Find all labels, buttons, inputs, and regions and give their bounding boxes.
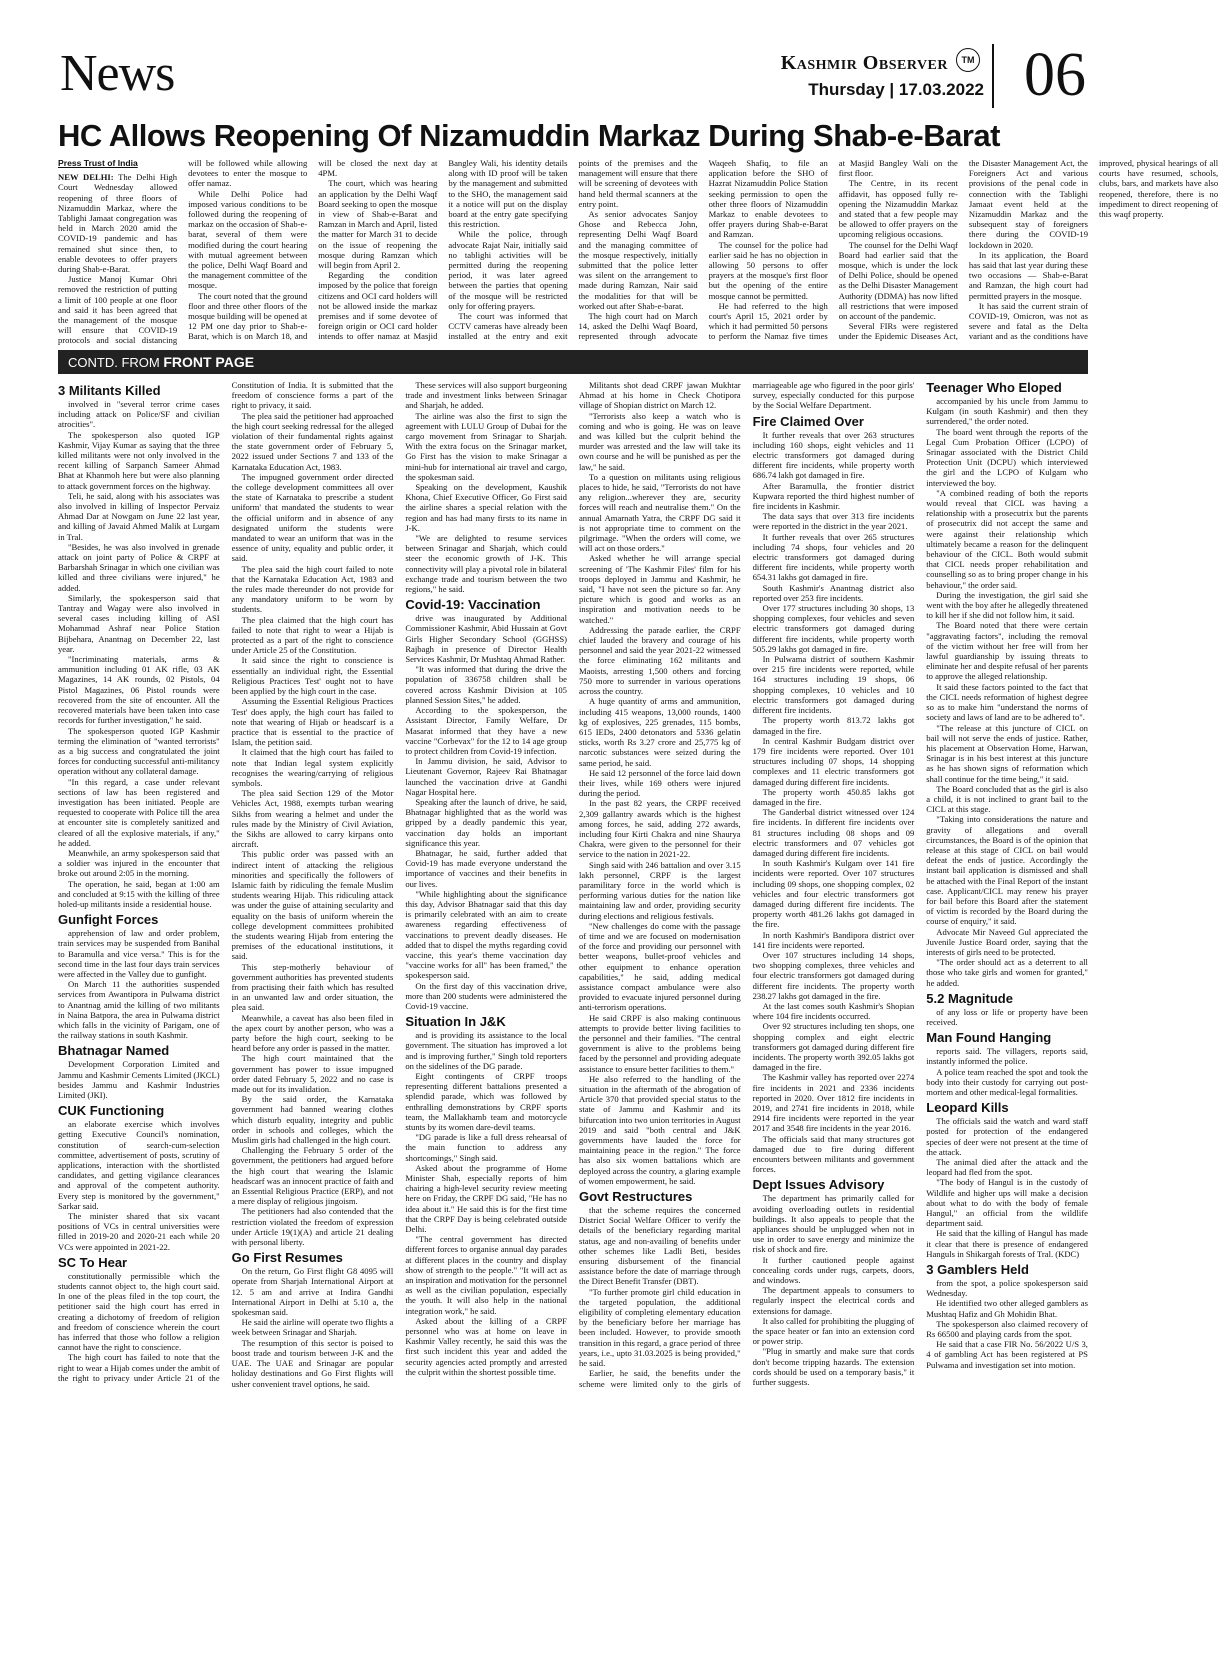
lead-paragraph-text: The Delhi High Court Wednesday allowed reopening of three floors of Nizamuddin Markaz, where the Tablighi Jamaat congregation was held in March 2020 amid the COVID-19 pandemic and has remained shut since then, to enable devotees to offer prayers during Shab-e-Barat. — [58, 172, 178, 275]
story-paragraph: "The central government has directed different forces to organise annual day parades at different places in the country and display show of strength to the people." "It will act as an inspiration and motivation for the personnel as well as the civilian population, especially the youth. It will also help in the national integration work," he said. — [405, 1234, 567, 1316]
byline: Press Trust of India — [58, 158, 138, 168]
story-paragraph: In south Kashmir's Kulgam over 141 fire incidents were reported. Over 107 structures including 09 shops, one shopping complex, 02 vehicles and four electric transformers got damaged during different fire incidents. The property worth 481.26 lakhs got damaged in the fire. — [752, 858, 915, 930]
story-paragraph: The animal died after the attack and the leopard had fled from the spot. — [926, 1157, 1088, 1178]
story-title: Govt Restructures — [578, 1189, 693, 1205]
story-title: Fire Claimed Over — [752, 413, 864, 429]
story-paragraph: The Kashmir valley has reported over 2274 fire incidents in 2021 and 2336 incidents reported in 2020. Over 1812 fire incidents in 2019, and 2741 fire incidents in 2018, while 2914 fire incidents were reported in the year 2017 and 3548 fire incidents in the year 2016. — [752, 1072, 915, 1134]
story-paragraph: Over 177 structures including 30 shops, 13 shopping complexes, four vehicles and seven electric transformers got damaged during different fire incidents, while property worth 505.29 lakhs got damaged in fire. — [752, 603, 915, 654]
story-paragraph: In north Kashmir's Bandipora district over 141 fire incidents were reported. — [752, 929, 915, 950]
lead-paragraph: As senior advocates Sanjoy Ghose and Rebecca John, representing Delhi Waqf Board and the managing committee of the mosque respectively, initially submitted that the police letter was silent on the arrangement to made during Ramzan, Nair said the modalities for that will be worked out after Shab-e-barat. — [578, 209, 698, 311]
story-paragraph: Over 92 structures including ten shops, one shopping complex and eight electric transformers got damaged during different fire incidents. The property worth 392.05 lakhs got damaged in the fire. — [752, 1021, 915, 1073]
story-paragraph: "While highlighting about the significance this day, Advisor Bhatnagar said that this day is primarily celebrated with an aim to create awareness regarding effectiveness of vaccinations to prevent deadly diseases. He added that to dispel the myths regarding covid vaccine, this year's theme vaccination day "vaccine works for all" has been framed," the spokesperson said. — [405, 888, 567, 981]
lead-paragraph — [58, 172, 177, 274]
story-title: 5.2 Magnitude — [926, 990, 1013, 1006]
trademark-icon: TM — [956, 48, 980, 72]
story-paragraph: Meanwhile, an army spokesperson said that a soldier was injured in the encounter that broke out around 2:05 in the morning. — [58, 847, 220, 879]
story-paragraph: an elaborate exercise which involves getting Executive Council's nomination, constitution of search-cum-selection committee, advertisement of posts, scrutiny of applications, interaction with the shortlisted candidates, and getting vigilance clearances and approval of the competent authority. Every step is monitored by the government," Sarkar said. — [58, 1119, 220, 1211]
story-title: Bhatnagar Named — [58, 1043, 170, 1059]
story-paragraph: He identified two other alleged gamblers as Mushtaq Hafiz and Gh Mohidin Bhat. — [926, 1298, 1088, 1319]
story-paragraph: He said 12 personnel of the force laid down their lives, while 169 others were injured during the period. — [578, 767, 741, 799]
masthead — [56, 41, 1086, 114]
story-paragraph: The airline was also the first to sign the agreement with LULU Group of Dubai for the cargo movement from Srinagar to Sharjah. With the extra focus on the Srinagar market, Go First has the vision to make Srinagar a mini-hub for international air travel and cargo, the spokesman said. — [405, 410, 567, 482]
story-paragraph: The data says that over 313 fire incidents were reported in the district in the year 2021. — [752, 511, 915, 532]
story-paragraph: It further reveals that over 263 structures including 160 shops, eight vehicles and 11 electric transformers got damaged during different fire incidents, while property worth 686.74 lakh got damaged in fire. — [752, 429, 915, 481]
story-paragraph: reports said. The villagers, reports said, instantly informed the police. — [926, 1046, 1088, 1067]
issue-date: Thursday | 17.03.2022 — [808, 80, 984, 99]
lead-paragraph: Regarding the condition imposed by the police that foreign citizens and OCI card holders will not be allowed inside the markaz premises and if some devotee of foreign origin or OCI card holder intends to offer namaz at Masjid Bangley Wali, his identity details along with ID proof will be taken by the management and submitted to the SHO, the management said it a notice will put on the display board at the entry gate specifying this restriction. — [318, 158, 568, 342]
story-paragraph: Addressing the parade earlier, the CRPF chief lauded the bravery and courage of his personnel and said the year 2021-22 witnessed the force eliminating 162 militants and Maoists, arresting 1,500 others and forcing 750 more to surrender in various operations across the country. — [578, 624, 741, 697]
story-paragraph: This step-motherly behaviour of government authorities has prevented students from practising their faith which has resulted in an unwanted law and order situation, the plea said. — [231, 961, 394, 1013]
lead-paragraph: It has said the current strain of COVID-19, Omicron, was not as severe and fatal as the Delta variant and as the conditions have improved, physical hearings of all courts have resumed, schools, clubs, bars, and markets have also reopened, therefore, there is no impediment to direct reopening of this waqf property. — [968, 158, 1218, 342]
story-paragraph: Over 107 structures including 14 shops, two shopping complexes, three vehicles and four electric transformers got damaged during different fire incidents. The property worth 238.27 lakhs got damaged in the fire. — [752, 949, 915, 1001]
continued-bar — [58, 350, 1088, 374]
story-paragraph: In Jammu division, he said, Advisor to Lieutenant Governor, Rajeev Rai Bhatnagar launched the vaccination drive at Gandhi Nagar Hospital here. — [405, 756, 567, 797]
story-title: CUK Functioning — [58, 1103, 165, 1119]
story-paragraph: and is providing its assistance to the local government. The situation has improved a lot and is improving further," Singh told reporters on the sidelines of the DG parade. — [405, 1030, 567, 1071]
story-paragraph: Speaking on the development, Kaushik Khona, Chief Executive Officer, Go First said the airline shares a special relation with the region and has had many firsts to its name in J-K. — [405, 482, 567, 533]
story-paragraph: The Board concluded that as the girl is also a child, it is not inclined to grant bail to the CICL at this stage. — [926, 783, 1088, 815]
story-title: Situation In J&K — [405, 1014, 506, 1030]
story-paragraph: The spokesperson also claimed recovery of Rs 66500 and playing cards from the spot. — [926, 1318, 1088, 1340]
story-title: 3 Gamblers Held — [926, 1262, 1029, 1278]
lead-paragraph: The court, which was hearing an application by the Delhi Waqf Board seeking to open the mosque in view of Shab-e-Barat and Ramzan in March and April, listed the matter for March 31 to decide on the issue of reopening the mosque during Ramzan which will begin from April 2. — [318, 178, 438, 271]
story-paragraph: The plea said Section 129 of the Motor Vehicles Act, 1988, exempts turban wearing Sikhs from wearing a helmet and under the rules made by the Ministry of Civil Aviation, the Sikhs are allowed to carry kirpans onto aircraft. — [231, 788, 394, 850]
continued-stories — [58, 380, 1088, 1664]
story-title: Covid-19: Vaccination — [405, 597, 541, 613]
lead-headline: HC Allows Reopening Of Nizamuddin Markaz During Shab-e-Barat — [58, 118, 1000, 153]
lead-paragraph: He had referred to the high court's April 15, 2021 order by which it had permitted 50 persons to perform the Namaz five times at Masjid Bangley Wali on the first floor. — [708, 158, 958, 342]
lead-paragraph: In its application, the Board has said that last year during these two occasions — Shab-e-Barat and Ramzan, the high court had permitted prayers in the mosque. — [968, 249, 1088, 301]
story-paragraph: "Plug in smartly and make sure that cords don't become tripping hazards. The extension cords should be used on a temporary basis," it further suggests. — [752, 1346, 915, 1388]
lead-paragraph: While the police, through advocate Rajat Nair, initially said no tablighi activities will be permitted during the reopening period, it was later agreed between the parties that opening of the mosque will be restricted only for offering prayers. — [448, 229, 568, 311]
story-paragraph: Asked whether he will arrange special screening of 'The Kashmir Files' film for his troops deployed in Jammu and Kashmir, he said, "I have not seen the picture so far. Any picture which is good and works as an inspiration and motivation needs to be watched." — [578, 553, 741, 625]
story-paragraph: He said the airline will operate two flights a week between Srinagar and Sharjah. — [231, 1317, 394, 1338]
story-paragraph: These services will also support burgeoning trade and investment links between Srinagar and Sharjah, he added. — [405, 380, 567, 411]
story-paragraph: Asked about the killing of a CRPF personnel who was at home on leave in Kashmir Valley recently, he said this was the first such incident this year and added the security agencies acted promptly and arrested the culprit within the shortest possible time. — [405, 1315, 567, 1377]
story-paragraph: accompanied by his uncle from Jammu to Kulgam (in south Kashmir) and then they surrendered," the order noted. — [926, 396, 1088, 427]
story-paragraph: The spokesperson also quoted IGP Kashmir, Vijay Kumar as saying that the three killed militants were not only involved in the recent killing of Sarpanch Sameer Ahmad Bhat at Khanmoh here but were also planning to attack government forces on the highway. — [58, 429, 220, 491]
story-paragraph: Advocate Mir Naveed Gul appreciated the Juvenile Justice Board order, saying that the interests of girls need to be protected. — [926, 926, 1088, 957]
story-paragraph: Assuming the Essential Religious Practices Test' does apply, the high court has failed to note that wearing of Hijab or headscarf is a practice that is essential to the practice of Islam, the petition said. — [231, 696, 394, 748]
story-paragraph: It also called for prohibiting the plugging of the space heater or fan into an extension cord or power strip. — [752, 1315, 915, 1347]
story-title: Gunfight Forces — [58, 912, 159, 928]
story-paragraph: It said these factors pointed to the fact that the CICL needs reformation of highest degree so as to make him "understand the norms of society and laws of land are to be adhered to". — [926, 681, 1088, 723]
story-paragraph: "The body of Hangul is in the custody of Wildlife and higher ups will make a decision about what to do with the body of female Hangul," an official from the wildlife department said. — [926, 1177, 1088, 1229]
lead-paragraph: The counsel for the Delhi Waqf Board had earlier said that the mosque, which is under the lock of Delhi Police, should be opened as the Delhi Disaster Management Authority (DDMA) has now lifted all restrictions that were imposed on account of the pandemic. — [838, 239, 958, 322]
story-paragraph: "Incriminating materials, arms & ammunition including 01 AK rifle, 03 AK Magazines, 14 AK rounds, 02 Pistols, 04 Pistol Magazines, 06 Pistol rounds were recovered from the site of encounter. All the recovered materials have been taken into case records for further investigation," he said. — [58, 654, 220, 726]
story-paragraph: The minister shared that six vacant positions of VCs in central universities were filled in 2019-20 and 2020-21 each while 20 VCs were appointed in 2021-22. — [58, 1211, 220, 1252]
story-paragraph: To a question on militants using religious places to hide, he said, "Terrorists do not have any religion...wherever they are, security forces will reach and neutralise them." On the annual Amarnath Yatra, the CRPF DG said it is not appropriate time to comment on the pilgrimage. "When the orders will come, we will act on those orders." — [578, 471, 741, 554]
story-title: Dept Issues Advisory — [752, 1177, 885, 1193]
story-paragraph: He said that the killing of Hangul has made it clear that there is presence of endangered Hanguls in Shikargah forests of Tral. (KDC) — [926, 1228, 1088, 1259]
story-paragraph: from the spot, a police spokesperson said Wednesday. — [926, 1278, 1088, 1299]
story-paragraph: "Terrorists also keep a watch who is coming and who is going. He was on leave and was killed but the culprit behind the murder was arrested and the law will take its own course and he will be punished as per the law," he said. — [578, 410, 741, 472]
lead-paragraph: The counsel for the police had earlier said he has no objection in allowing 50 persons to offer prayers at the mosque's first floor but the opening of the entire mosque cannot be permitted. — [708, 239, 828, 301]
story-paragraph: A police team reached the spot and took the body into their custody for carrying out post-mortem and other medical-legal formalities. — [926, 1066, 1088, 1097]
lead-paragraph: Several FIRs were registered under the Epidemic Diseases Act, the Disaster Management Act, the Foreigners Act and various provisions of the penal code in connection with the Tablighi Jamaat event held at the Nizamuddin Markaz and the subsequent stay of foreigners there during the COVID-19 lockdown in 2020. — [838, 158, 1088, 342]
story-paragraph: "DG parade is like a full dress rehearsal of the main function to address any shortcomings," Singh said. — [405, 1132, 567, 1163]
story-paragraph: Similarly, the spokesperson said that Tantray and Wagay were also involved in several cases including killing of ASI Mohammad Ashraf near Police Station Bijbehara, Anantnag on December 22, last year. — [58, 592, 220, 654]
story-title: Man Found Hanging — [926, 1030, 1052, 1046]
story-paragraph: "The order should act as a deterrent to all those who take girls and women for granted," he added. — [926, 957, 1088, 988]
story-paragraph: The plea claimed that the high court has failed to note that right to wear a Hijab is protected as a part of the right to conscience under Article 25 of the Constitution. — [231, 614, 394, 656]
story-paragraph: Development Corporation Limited and Jammu and Kashmir Cements Limited (JKCL) besides Jammu and Kashmir Industries Limited (JKI). — [58, 1059, 220, 1100]
continued-prefix: CONTD. FROM — [68, 355, 164, 370]
story-paragraph: In the past 82 years, the CRPF received 2,309 gallantry awards which is the highest among forces, he said, adding 272 awards, including four Kirti Chakra and nine Shaurya Chakra, were given to the personnel for their service to the nation in 2021-22. — [578, 798, 741, 860]
story-paragraph: The resumption of this sector is poised to boost trade and tourism between J-K and the UAE. The UAE and Srinagar are popular holiday destinations and Go First flights will usher convenient travel options, he said. — [231, 1337, 394, 1389]
story-paragraph: On March 11 the authorities suspended services from Awantipora in Pulwama district to Anantnag amid the killing of two militants in Naina Batpora, the area in Pulwama district which falls in the vicinity of Parigam, one of the railway stations in south Kashmir. — [58, 979, 220, 1041]
story-paragraph: The officials said that many structures got damaged due to fire during different encounters between militants and government forces. — [752, 1133, 915, 1175]
continued-front-page: FRONT PAGE — [163, 354, 255, 370]
story-paragraph: It further cautioned people against concealing cords under rugs, carpets, doors, and windows. — [752, 1254, 915, 1286]
story-title: Leopard Kills — [926, 1100, 1009, 1116]
story-paragraph: The plea said the petitioner had approached the high court seeking redressal for the alleged violation of their fundamental rights against the state government order of February 5, 2022 issued under Sections 7 and 133 of the Karnataka Education Act, 1983. — [231, 410, 394, 472]
dateline: NEW DELHI: — [58, 172, 114, 183]
story-paragraph: The impugned government order directed the college development committees all over the state of Karnataka to prescribe a student uniform' that mandated the students to wear the official uniform and in absence of any designated uniform the students were mandated to wear an uniform that was in the essence of unity, equality and public order, it said. — [231, 471, 394, 564]
story-paragraph: In central Kashmir Budgam district over 179 fire incidents were reported. Over 101 structures including 07 shops, 14 shopping complexes and 11 electric transformers got damaged during different fire incidents. — [752, 735, 915, 787]
lead-article-body — [58, 158, 1218, 346]
lead-paragraph: The court noted that the ground floor and three other floors of the mosque building will be opened at 12 PM one day prior to Shab-e-Barat, which is on March 18, and will be closed the next day at 4PM. — [188, 158, 438, 342]
story-paragraph: apprehension of law and order problem, train services may be suspended from Banihal to Baramulla and vice versa." This is for the second time in the last four days train services were affected in the Valley due to gunfight. — [58, 928, 220, 979]
story-paragraph: Bhatnagar, he said, further added that Covid-19 has made everyone understand the importance of vaccines and their benefits in our lives. — [405, 847, 567, 889]
story-paragraph: After Baramulla, the frontier district Kupwara reported the third highest number of fire incidents in Kashmir. — [752, 480, 915, 512]
story-paragraph: Speaking after the launch of drive, he said, Bhatnagar highlighted that as the world was gripped by a deadly pandemic this year, vaccination day holds an important significance this year. — [405, 796, 567, 848]
lead-paragraph: Justice Manoj Kumar Ohri removed the restriction of putting a limit of 100 people at one floor and said it has been agreed that the management of the mosque will ensure that COVID-19 protocols and social distancing will be followed while allowing devotees to enter the mosque to offer namaz. — [58, 158, 308, 346]
story-paragraph: of any loss or life or property have been received. — [926, 1006, 1088, 1027]
story-title: Teenager Who Eloped — [926, 380, 1062, 395]
story-paragraph: By the said order, the Karnataka government had banned wearing clothes which disturb equality, integrity and public order in schools and colleges, which the Muslim girls had challenged in the high court. — [231, 1094, 394, 1146]
story-paragraph: The officials said the watch and ward staff posted for protection of the endangered species of deer were not present at the time of the attack. — [926, 1116, 1088, 1157]
story-paragraph: This public order was passed with an indirect intent of attacking the religious minorities and specifically the followers of Islamic faith by ridiculing the female Muslim students wearing Hijab. This ridiculing attack was under the guise of attaining secularity and equality on the basis of uniform wherein the college development committees prohibited the students wearing Hijab from entering the premises of the educational institutions, it said. — [231, 849, 394, 962]
story-paragraph: The petitioners had also contended that the restriction violated the freedom of expression under Article 19(1)(A) and article 21 dealing with personal liberty. — [231, 1206, 394, 1248]
story-paragraph: South Kashmir's Anantnag district also reported over 253 fire incidents. — [752, 582, 915, 603]
story-paragraph: In Pulwama district of southern Kashmir over 215 fire incidents were reported, while 164 structures including 19 shops, 06 shopping complexes, 10 vehicles and 10 electric transformers got damaged during different fire incidents. — [752, 654, 915, 716]
story-paragraph: Singh said with 246 battalion and over 3.15 lakh personnel, CRPF is the largest paramilitary force in the world which is performing various duties for the nation like maintaining law and order, providing security during elections and religious festivals. — [578, 859, 741, 921]
story-title: SC To Hear — [58, 1254, 128, 1270]
story-paragraph: On the return, Go First flight G8 4095 will operate from Sharjah International Airport at 12. 5 am and arrive at Indira Gandhi International Airport in Delhi at 5.10 a, the spokesman said. — [231, 1266, 394, 1318]
story-paragraph: Meanwhile, a caveat has also been filed in the apex court by another person, who was a party before the high court, seeking to be heard before any order is passed in the matter. — [231, 1012, 394, 1054]
masthead-divider — [992, 44, 994, 108]
story-paragraph: "To further promote girl child education in the targeted population, the additional eligibility of completing elementary education by the beneficiary before her marriage has been included. However, to provide smooth transition in this regard, a grace period of three years, i.e., upto 31.03.2025 is being provided," he said. — [578, 1286, 741, 1369]
story-paragraph: Earlier, he said, the benefits under the scheme were limited only to the girls of marriageable age who figured in the poor girls' survey, especially conducted for this purpose by the Social Welfare Department. — [578, 380, 915, 1389]
story-paragraph: The spokesperson quoted IGP Kashmir terming the elimination of "wanted terrorists" as a big success and congratulated the joint forces for conducting successful anti-militancy operation without any collateral damage. — [58, 725, 220, 777]
story-paragraph: The Board noted that there were certain "aggravating factors", including the removal of the victim without her free will from her lawful guardianship by issuing threats to eliminate her and despite refusal of her parents to approve the alleged relationship. — [926, 620, 1088, 682]
story-paragraph: "New challenges do come with the passage of time and we are focused on modernisation of the force and providing our personnel with better weapons, bullet-proof vehicles and other equipment to enhance operation capabilities," he said, adding medical assistance compact ambulance were also provided to evacuate injured personnel during anti-terrorism operations. — [578, 920, 741, 1013]
story-paragraph: "Taking into considerations the nature and gravity of allegations and overall circumstances, the Board is of the opinion that release at this stage of CICL on bail would defeat the ends of justice. Accordingly the instant bail application is dismissed and shall be attached with the Final Report of the instant case. Applicant/CICL may renew his prayer for bail before this Board after the statement of victim is recorded by the Board during the course of enquiry," it said. — [926, 814, 1088, 927]
story-paragraph: He said that a case FIR No. 56/2022 U/S 3, 4 of gambling Act has been registered at PS Pulwama and investigation set into motion. — [926, 1339, 1088, 1370]
paper-name: Kashmir Observer — [780, 52, 948, 74]
story-paragraph: The high court has failed to note that the right to wear a Hijab comes under the ambit of the right to privacy under Article 21 of the Constitution of India. It is submitted that the freedom of conscience forms a part of the right to privacy, it said. — [58, 380, 394, 1383]
story-paragraph: It claimed that the high court has failed to note that Indian legal system explicitly recognises the wearing/carrying of religious symbols. — [231, 747, 394, 788]
lead-paragraph: While Delhi Police had imposed various conditions to be followed during the reopening of markaz on the occasion of Shab-e-barat, several of them were modified during the court hearing with mutual agreement between the police, Delhi Waqf Board and the management committee of the mosque. — [188, 188, 308, 291]
story-title: 3 Militants Killed — [58, 383, 161, 398]
story-paragraph: The board went through the reports of the Legal Cum Probation Officer (LCPO) of Srinagar associated with the District Child Protection Unit (DCPU) which interviewed the girl and the LCPO of Kulgam who interviewed the boy. — [926, 426, 1088, 488]
story-paragraph: drive was inaugurated by Additional Commissioner Kashmir, Abid Hussain at Govt Girls Higher Secondary School (GGHSS) Rajbagh in presence of Director Health Services Kashmir, Dr Mushtaq Ahmad Rather. — [405, 613, 567, 665]
story-paragraph: The operation, he said, began at 1:00 am and concluded at 9:15 with the killing of three holed-up militants inside a residential house. — [58, 878, 220, 909]
story-paragraph: The plea said the high court failed to note that the Karnataka Education Act, 1983 and the rules made thereunder do not provide for any mandatory uniform to be worn by students. — [231, 563, 394, 615]
page-number: 06 — [1024, 41, 1086, 109]
story-paragraph: constitutionally permissible which the students cannot object to, the high court said. In one of the pleas filed in the top court, the petitioner said the high court has erred in creating a dichotomy of freedom of religion and freedom of conscience wherein the court has inferred that those who follow a religion cannot have the right to conscience. — [58, 1270, 220, 1353]
story-paragraph: The department has primarily called for avoiding overloading outlets in residential buildings. It also appeals to people that the appliances should be unplugged when not in use in order to save energy and minimize the risk of shock and fire. — [752, 1193, 915, 1255]
story-paragraph: At the last comes south Kashmir's Shopian where 104 fire incidents occurred. — [752, 1000, 915, 1022]
story-paragraph: He also referred to the handling of the situation in the aftermath of the abrogation of Article 370 that provided special status to the state of Jammu and Kashmir and its bifurcation into two union territories in August 2019 and said "both central and J&K governments have lauded the force for maintaining peace in the region." The force has also six women battalions which are deployed across the country, a glaring example of women empowerment, he said. — [578, 1073, 741, 1186]
story-paragraph: "We are delighted to resume services between Srinagar and Sharjah, which could steer the economic growth of J-K. This connectivity will play a pivotal role in bilateral exchange trade and tourism between the two regions," he said. — [405, 533, 567, 595]
story-paragraph: The Ganderbal district witnessed over 124 fire incidents. In different fire incidents over 81 structures including 08 shops and 09 electric transformers and 07 vehicles got damaged during different fire incidents. — [752, 807, 915, 858]
lead-paragraph: The court was informed that CCTV cameras have already been installed at the entry and exit points of the premises and the management will ensure that there will be screening of devotees with hand held thermal scanners at the entry point. — [448, 158, 698, 342]
story-paragraph: "In this regard, a case under relevant sections of law has been registered and investigation has been initiated. People are requested to cooperate with Police till the area at encounter site is completely sanitized and cleared of all the explosive materials, if any," he added. — [58, 776, 220, 848]
story-paragraph: "A combined reading of both the reports would reveal that CICL was having a relationship with a prosecutrix but the parents of prosecutrix did not accept the same and were against their relationship which ultimately became a reason for the delinquent behaviour of the CICL. Both would submit that CICL needs proper rehabilitation and counselling so as to bring proper change in his behaviour," the order said. — [926, 487, 1088, 590]
story-title: Go First Resumes — [231, 1250, 343, 1266]
story-paragraph: Challenging the February 5 order of the government, the petitioners had argued before the high court that wearing the Islamic headscarf was an innocent practice of faith and an Essential Religious Practice (ERP), and not a mere display of religious jingoism. — [231, 1145, 394, 1207]
story-paragraph: A huge quantity of arms and ammunition, including 415 weapons, 13,000 rounds, 1400 kg of explosives, 225 grenades, 115 bombs, 615 IEDs, 2400 detonators and 5336 gelatin sticks, worth Rs 3.27 crore and 25,775 kg of narcotic substances were seized during the same period, he said. — [578, 696, 741, 768]
story-paragraph: The department appeals to consumers to regularly inspect the electrical cords and extensions for damage. — [752, 1285, 915, 1316]
lead-paragraph: The Centre, in its recent affidavit, has opposed fully re-opening the Nizamuddin Markaz and stated that a few people may be allowed to offer prayers on the upcoming religious occasions. — [838, 178, 958, 240]
story-paragraph: It further reveals that over 265 structures including 74 shops, four vehicles and 20 electric transformers got damaged during different fire incidents, while property worth 654.31 lakhs got damaged in fire. — [752, 531, 915, 583]
story-paragraph: Militants shot dead CRPF jawan Mukhtar Ahmad at his home in Check Chotipora village of Shopian district on March 12. — [578, 380, 741, 411]
story-paragraph: The high court maintained that the government has power to issue impugned order dated February 5, 2022 and no case is made out for its invalidation. — [231, 1053, 394, 1095]
story-paragraph: The property worth 450.85 lakhs got damaged in the fire. — [752, 786, 915, 807]
story-paragraph: "It was informed that during the drive the population of 336758 children shall be covered across Kashmir Division at 105 planned Session Sites," he added. — [405, 664, 567, 705]
story-paragraph: Asked about the programme of Home Minister Shah, especially reports of him chairing a high-level security review meeting here on Friday, the CRPF DG said, "He has no idea about it." He said this is for the first time that the CRPF Day is being celebrated outside Delhi. — [405, 1162, 567, 1235]
story-paragraph: He said CRPF is also making continuous attempts to provide better living facilities to the personnel and their families. "The central government is alive to the problems being faced by the personnel and providing adequate assistance to ensure better facilities to them." — [578, 1012, 741, 1074]
story-paragraph: involved in "several terror crime cases including attack on Police/SF and civilian atrocities". — [58, 399, 220, 430]
section-title: News — [60, 45, 175, 102]
story-paragraph: According to the spokesperson, the Assistant Director, Family Welfare, Dr Masarat informed that they have a new vaccine "Corbevax" for the 12 to 14 age group to protect children from Covid-19 infection. — [405, 705, 567, 756]
lead-paragraph: The high court had on March 14, asked the Delhi Waqf Board, represented through advocate Waqeeh Shafiq, to file an application before the SHO of Hazrat Nizamuddin Police Station seeking permission to open the other three floors of Nizamuddin Markaz to enable devotees to offer prayers during Shab-e-Barat and Ramzan. — [578, 158, 828, 342]
story-paragraph: Eight contingents of CRPF troops representing different battalions presented a splendid parade, which was followed by enthralling demonstrations by CRPF sports team, the Mallakhamb team and motorcycle stunts by its women dare-devil teams. — [405, 1071, 567, 1133]
story-paragraph: "Besides, he was also involved in grenade attack on joint party of Police & CRPF at Barbarshah Srinagar in which one civilian was killed and three civilians were injured," he added. — [58, 541, 220, 593]
story-paragraph: On the first day of this vaccination drive, more than 200 students were administered the Covid-19 vaccine. — [405, 980, 567, 1011]
story-paragraph: It said since the right to conscience is essentially an individual right, the Essential Religious Practices Test' ought not to have been applied by the high court in the case. — [231, 655, 394, 697]
story-paragraph: "The release at this juncture of CICL on bail will not serve the ends of justice. Rather, his placement at Observation Home, Harwan, Srinagar is in his best interest at this juncture as he has shown signs of reformation which shall continue for the time being," it said. — [926, 722, 1088, 784]
story-paragraph: During the investigation, the girl said she went with the boy after he allegedly threatened to kill her if she did not follow him, it said. — [926, 589, 1088, 621]
story-paragraph: The property worth 813.72 lakhs got damaged in the fire. — [752, 715, 915, 736]
story-paragraph: that the scheme requires the concerned District Social Welfare Officer to verify the details of the beneficiary regarding marital status, age and non-availing of benefits under other schemes like Ladli Beti, besides ensuring disbursement of the financial assistance before the date of marriage through the Direct Benefit Transfer (DBT). — [578, 1205, 741, 1287]
story-paragraph: Teli, he said, along with his associates was also involved in killing of Inspector Pervaiz Ahmad Dar at Nowgam on June 22 last year, and killing of Javaid Ahmed Malik at Lurgam in Tral. — [58, 490, 220, 542]
